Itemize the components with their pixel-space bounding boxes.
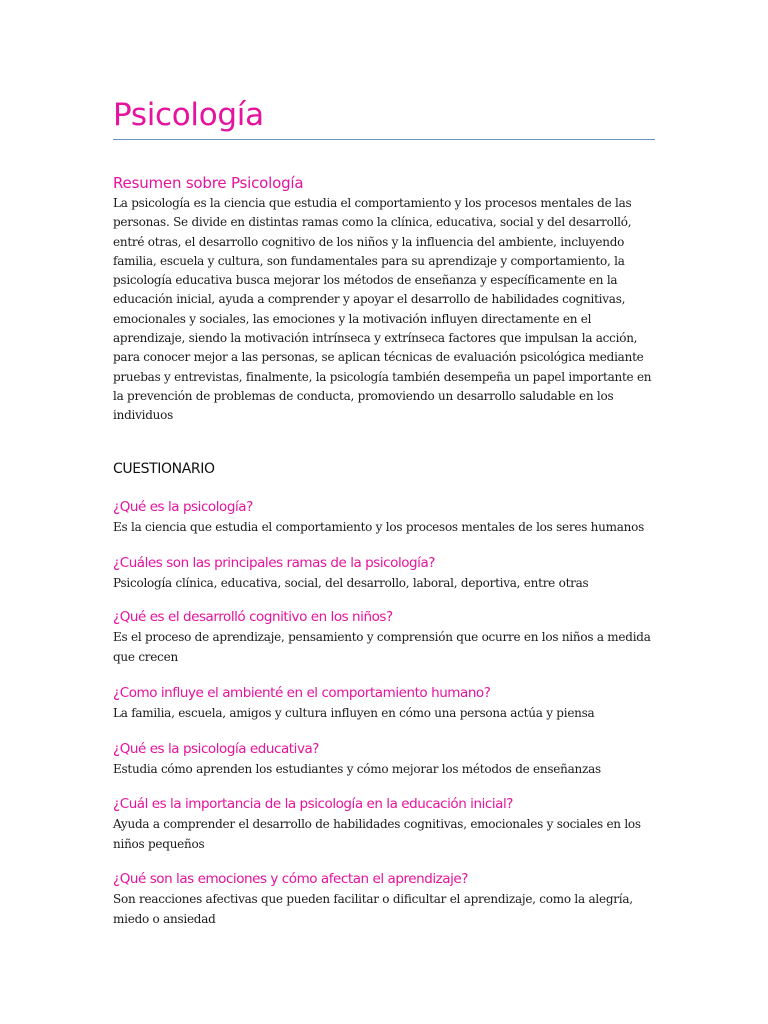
quiz-item	[113, 793, 655, 854]
summary-paragraph: La psicología es la ciencia que estudia el comportamiento y los procesos mentales de las personas. Se divide en distintas ramas como la clínica, educativa, social y del desarrolló, entré otras, el desarrollo cognitivo de los niños y la influencia del ambiente, incluyendo familia, escuela y cultura, son fundamentales para su aprendizaje y comportamiento, la psicología educativa busca mejorar los métodos de enseñanza y específicamente en la educación inicial, ayuda a comprender y apoyar el desarrollo de habilidades cognitivas, emocionales y sociales, las emociones y la motivación influyen directamente en el aprendizaje, siendo la motivación intrínseca y extrínseca factores que impulsan la acción, para conocer mejor a las personas, se aplican técnicas de evaluación psicológica mediante pruebas y entrevistas, finalmente, la psicología también desempeña un papel importante en la prevención de problemas de conducta, promoviendo un desarrollo saludable en los individuos	[113, 196, 652, 423]
quiz-answer: Es el proceso de aprendizaje, pensamiento y comprensión que ocurre en los niños a medida que crecen	[113, 630, 651, 664]
document-title: Psicología	[113, 97, 264, 133]
quiz-answer: Ayuda a comprender el desarrollo de habilidades cognitivas, emocionales y sociales en los niños pequeños	[113, 817, 641, 851]
quiz-heading: CUESTIONARIO	[113, 461, 215, 477]
quiz-item	[113, 682, 655, 724]
quiz-question: ¿Cuál es la importancia de la psicología en la educación inicial?	[113, 796, 514, 812]
quiz-answer: Estudia cómo aprenden los estudiantes y cómo mejorar los métodos de enseñanzas	[113, 762, 601, 776]
quiz-answer: Psicología clínica, educativa, social, del desarrollo, laboral, deportiva, entre otras	[113, 576, 589, 590]
quiz-item	[113, 606, 655, 667]
quiz-question: ¿Como influye el ambienté en el comportamiento humano?	[113, 685, 491, 701]
quiz-question: ¿Qué es la psicología?	[113, 499, 253, 515]
title-divider	[113, 139, 655, 140]
quiz-question: ¿Cuáles son las principales ramas de la psicología?	[113, 555, 436, 571]
quiz-item	[113, 552, 655, 594]
quiz-item	[113, 738, 655, 780]
quiz-item	[113, 496, 655, 538]
quiz-item	[113, 868, 655, 929]
quiz-question: ¿Qué es la psicología educativa?	[113, 741, 320, 757]
summary-heading: Resumen sobre Psicología	[113, 174, 304, 192]
quiz-answer: Es la ciencia que estudia el comportamiento y los procesos mentales de los seres humanos	[113, 520, 645, 534]
quiz-question: ¿Qué es el desarrolló cognitivo en los niños?	[113, 609, 393, 625]
quiz-question: ¿Qué son las emociones y cómo afectan el aprendizaje?	[113, 871, 468, 887]
quiz-answer: Son reacciones afectivas que pueden facilitar o dificultar el aprendizaje, como la alegría, miedo o ansiedad	[113, 892, 633, 926]
quiz-answer: La familia, escuela, amigos y cultura influyen en cómo una persona actúa y piensa	[113, 706, 595, 720]
